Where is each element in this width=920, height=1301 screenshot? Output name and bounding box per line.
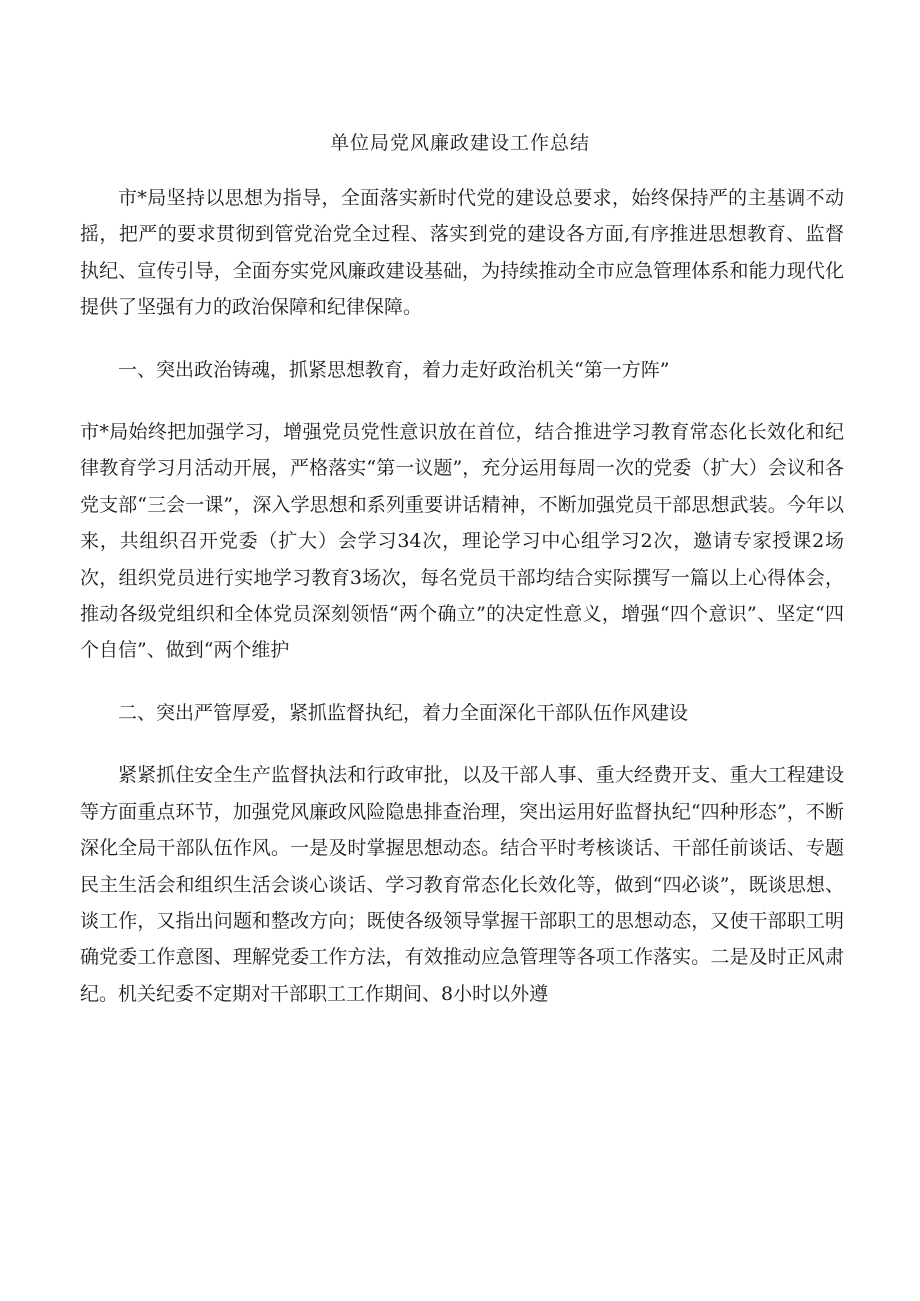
document-body: [80, 180, 844, 1012]
section-heading-2: 二、突出严管厚爱，紧抓监督执纪，着力全面深化干部队伍作风建设: [118, 701, 689, 724]
intro-paragraph: 市*局坚持以思想为指导，全面落实新时代党的建设总要求，始终保持严的主基调不动摇，把严的要求贯彻到管党治党全过程、落实到党的建设各方面,有序推进思想教育、监督执纪、宣传引导，全面夯实党风廉政建设基础，为持续推动全市应急管理体系和能力现代化提供了坚强有力的政治保障和纪律保障。: [80, 187, 844, 319]
section-heading-1: 一、突出政治铸魂，抓紧思想教育，着力走好政治机关“第一方阵”: [118, 358, 670, 381]
paragraph-gap: [80, 731, 844, 757]
section-2-paragraph: 紧紧抓住安全生产监督执法和行政审批，以及干部人事、重大经费开支、重大工程建设等方面重点环节，加强党风廉政风险隐患排查治理，突出运用好监督执纪“四种形态”，不断深化全局干部队伍作风。一是及时掌握思想动态。结合平时考核谈话、干部任前谈话、专题民主生活会和组织生活会谈心谈话、学习教育常态化长效化等，做到“四必谈”，既谈思想、谈工作，又指出问题和整改方向；既使各级领导掌握干部职工的思想动态，又使干部职工明确党委工作意图、理解党委工作方法，有效推动应急管理等各项工作落实。二是及时正风肃纪。机关纪委不定期对干部职工工作期间、8小时以外遵: [80, 764, 844, 1005]
paragraph-gap: [80, 669, 844, 695]
document-title: 单位局党风廉政建设工作总结: [329, 132, 590, 154]
section-1-paragraph: 市*局始终把加强学习，增强党员党性意识放在首位，结合推进学习教育常态化长效化和纪律教育学习月活动开展，严格落实“第一议题”，充分运用每周一次的党委（扩大）会议和各党支部“三会一课”，深入学思想和系列重要讲话精神，不断加强党员干部思想武装。今年以来，共组织召开党委（扩大）会学习34次，理论学习中心组学习2次，邀请专家授课2场次，组织党员进行实地学习教育3场次，每名党员干部均结合实际撰写一篇以上心得体会，推动各级党组织和全体党员深刻领悟“两个确立”的决定性意义，增强“四个意识”、坚定“四个自信”、做到“两个维护: [80, 421, 844, 662]
paragraph-gap: [80, 326, 844, 352]
paragraph-gap: [80, 388, 844, 414]
